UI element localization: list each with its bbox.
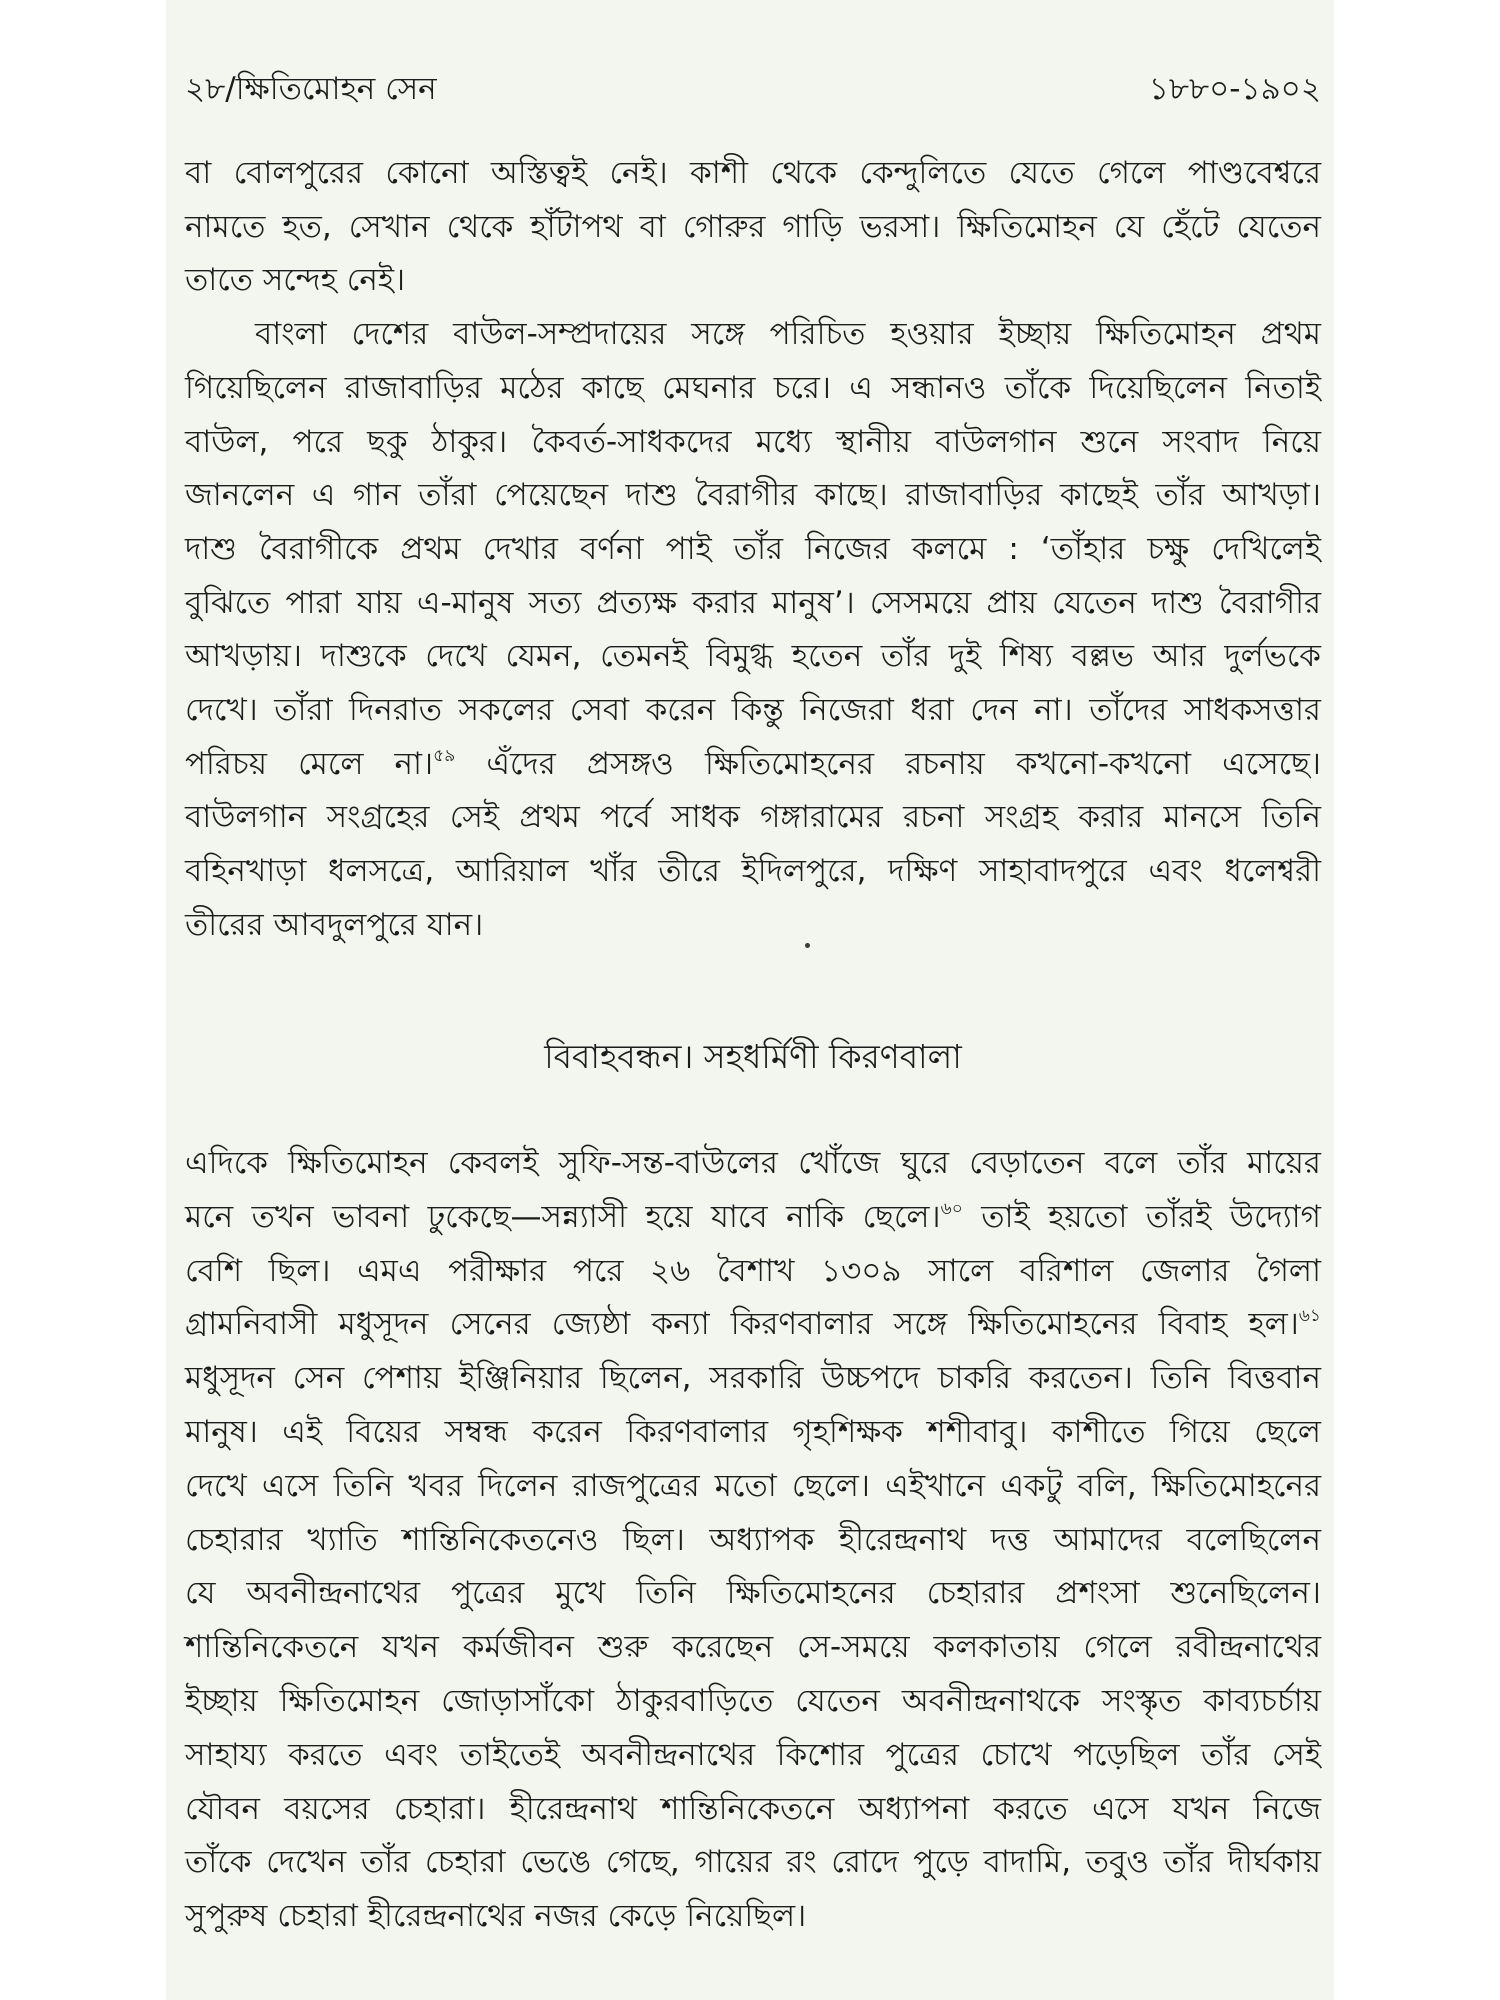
text-line: তীরের আবদুলপুরে যান। — [185, 906, 484, 943]
paragraph-1 — [185, 147, 1321, 308]
text-line: বাংলা দেশের বাউল-সম্প্রদায়ের সঙ্গে পরিচিত হওয়ার ইচ্ছায় ক্ষিতিমোহন প্রথম — [255, 316, 1321, 353]
footnote-ref: ৫৯ — [433, 745, 456, 766]
text-run: পরিচয় মেলে না। — [185, 745, 434, 782]
text-line: বা বোলপুরের কোনো অস্তিত্বই নেই। কাশী থেকে কেন্দুলিতে যেতে গেলে পাণ্ডবেশ্বরে — [185, 155, 1321, 191]
page-header — [185, 66, 1321, 112]
text-line: এদিকে ক্ষিতিমোহন কেবলই সুফি-সন্ত-বাউলের খোঁজে ঘুরে বেড়াতেন বলে তাঁর মায়ের — [185, 1145, 1321, 1181]
paragraph-2 — [185, 308, 1321, 952]
text-line — [185, 1298, 1321, 1352]
scan-speck — [805, 943, 810, 948]
text-block-upper — [185, 147, 1321, 953]
text-line: তাঁকে দেখেন তাঁর চেহারা ভেঙে গেছে, গায়ের রং রোদে পুড়ে বাদামি, তবুও তাঁর দীর্ঘকায় — [185, 1844, 1321, 1881]
text-line: আখড়ায়। দাশুকে দেখে যেমন, তেমনই বিমুগ্ধ হতেন তাঁর দুই শিষ্য বল্লভ আর দুর্লভকে — [185, 638, 1321, 675]
text-line: যৌবন বয়সের চেহারা। হীরেন্দ্রনাথ শান্তিনিকেতনে অধ্যাপনা করতে এসে যখন নিজে — [185, 1790, 1321, 1827]
text-line: দাশু বৈরাগীকে প্রথম দেখার বর্ণনা পাই তাঁর নিজের কলমে : ‘তাঁহার চক্ষু দেখিলেই — [185, 530, 1321, 567]
text-line: নামতে হত, সেখান থেকে হাঁটাপথ বা গোরুর গাড়ি ভরসা। ক্ষিতিমোহন যে হেঁটে যেতেন — [185, 208, 1321, 245]
text-line: বাউল, পরে ছকু ঠাকুর। কৈবর্ত-সাধকদের মধ্যে স্থানীয় বাউলগান শুনে সংবাদ নিয়ে — [185, 423, 1321, 460]
text-line: চেহারার খ্যাতি শান্তিনিকেতনেও ছিল। অধ্যাপক হীরেন্দ্রনাথ দত্ত আমাদের বলেছিলেন — [185, 1521, 1321, 1558]
text-run: গ্রামনিবাসী মধুসূদন সেনের জ্যেষ্ঠা কন্যা কিরণবালার সঙ্গে ক্ষিতিমোহনের বিবাহ হল। — [185, 1306, 1299, 1343]
text-line: যে অবনীন্দ্রনাথের পুত্রের মুখে তিনি ক্ষিতিমোহনের চেহারার প্রশংসা শুনেছিলেন। — [185, 1575, 1321, 1612]
section-heading: বিবাহবন্ধন। সহধর্মিণী কিরণবালা — [544, 1037, 962, 1076]
running-head-title: ২৮/ক্ষিতিমোহন সেন — [185, 71, 437, 107]
text-line: জানলেন এ গান তাঁরা পেয়েছেন দাশু বৈরাগীর কাছে। রাজাবাড়ির কাছেই তাঁর আখড়া। — [185, 477, 1321, 514]
text-line: দেখে এসে তিনি খবর দিলেন রাজপুত্রের মতো ছেলে। এইখানে একটু বলি, ক্ষিতিমোহনের — [185, 1467, 1321, 1504]
text-line: মধুসূদন সেন পেশায় ইঞ্জিনিয়ার ছিলেন, সরকারি উচ্চপদে চাকরি করতেন। তিনি বিত্তবান — [185, 1360, 1321, 1397]
text-line: বেশি ছিল। এমএ পরীক্ষার পরে ২৬ বৈশাখ ১৩০৯ সালে বরিশাল জেলার গৈলা — [185, 1252, 1321, 1289]
text-line — [185, 1191, 1321, 1245]
text-line: গিয়েছিলেন রাজাবাড়ির মঠের কাছে মেঘনার চরে। এ সন্ধানও তাঁকে দিয়েছিলেন নিতাই — [185, 369, 1321, 406]
text-line: সুপুরুষ চেহারা হীরেন্দ্রনাথের নজর কেড়ে নিয়েছিল। — [185, 1898, 807, 1935]
text-line: সাহায্য করতে এবং তাইতেই অবনীন্দ্রনাথের কিশোর পুত্রের চোখে পড়েছিল তাঁর সেই — [185, 1736, 1321, 1773]
text-block-lower — [185, 1137, 1321, 1944]
text-line: মানুষ। এই বিয়ের সম্বন্ধ করেন কিরণবালার গৃহশিক্ষক শশীবাবু। কাশীতে গিয়ে ছেলে — [185, 1413, 1321, 1450]
text-line: শান্তিনিকেতনে যখন কর্মজীবন শুরু করেছেন সে-সময়ে কলকাতায় গেলে রবীন্দ্রনাথের — [185, 1629, 1321, 1666]
text-line: বহিনখাড়া ধলসত্রে, আরিয়াল খাঁর তীরে ইদিলপুরে, দক্ষিণ সাহাবাদপুরে এবং ধলেশ্বরী — [185, 853, 1321, 890]
running-head-years: ১৮৮০-১৯০২ — [1148, 71, 1321, 107]
text-line — [185, 738, 1321, 792]
text-line: বুঝিতে পারা যায় এ-মানুষ সত্য প্রত্যক্ষ করার মানুষ’। সেসময়ে প্রায় যেতেন দাশু বৈরাগীর — [185, 584, 1321, 621]
text-line: তাতে সন্দেহ নেই। — [185, 262, 406, 299]
paragraph-3 — [185, 1137, 1321, 1944]
footnote-ref: ৬১ — [1298, 1306, 1321, 1327]
text-line: ইচ্ছায় ক্ষিতিমোহন জোড়াসাঁকো ঠাকুরবাড়িতে যেতেন অবনীন্দ্রনাথকে সংস্কৃত কাব্যচর্চায় — [185, 1682, 1321, 1719]
text-line: দেখে। তাঁরা দিনরাত সকলের সেবা করেন কিন্তু নিজেরা ধরা দেন না। তাঁদের সাধকসত্তার — [185, 692, 1321, 729]
text-run: মনে তখন ভাবনা ঢুকেছে—সন্ন্যাসী হয়ে যাবে নাকি ছেলে। — [185, 1198, 941, 1235]
footnote-ref: ৬০ — [940, 1199, 963, 1220]
text-line: বাউলগান সংগ্রহের সেই প্রথম পর্বে সাধক গঙ্গারামের রচনা সংগ্রহ করার মানসে তিনি — [185, 799, 1321, 836]
text-run: এঁদের প্রসঙ্গও ক্ষিতিমোহনের রচনায় কখনো-কখনো এসেছে। — [455, 745, 1321, 782]
text-run: তাই হয়তো তাঁরই উদ্যোগ — [962, 1198, 1321, 1235]
